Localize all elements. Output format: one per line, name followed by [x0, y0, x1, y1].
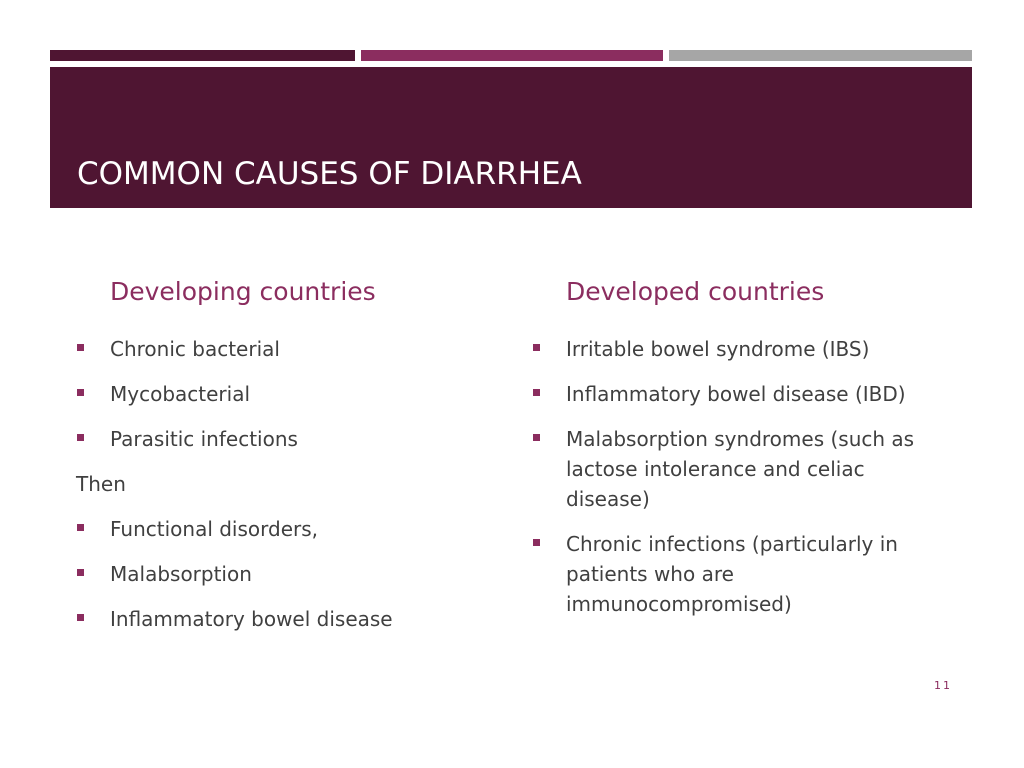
square-bullet-icon — [533, 434, 540, 441]
list-text-line — [76, 469, 486, 499]
list-item — [76, 424, 486, 454]
list-item-text: Chronic infections (particularly in patients who are immunocompromised) — [566, 532, 898, 616]
square-bullet-icon — [77, 569, 84, 576]
list-item — [76, 559, 486, 589]
square-bullet-icon — [77, 524, 84, 531]
list-item-text: Chronic bacterial — [110, 337, 280, 361]
square-bullet-icon — [533, 539, 540, 546]
list-item-text: Then — [76, 472, 126, 496]
square-bullet-icon — [77, 344, 84, 351]
list-item-text: Irritable bowel syndrome (IBS) — [566, 337, 870, 361]
right-column-heading: Developed countries — [566, 277, 825, 306]
list-item-text: Inflammatory bowel disease — [110, 607, 393, 631]
list-item — [76, 604, 486, 634]
decor-stripe-accent — [361, 50, 663, 61]
square-bullet-icon — [533, 389, 540, 396]
list-item-text: Mycobacterial — [110, 382, 251, 406]
list-item-text: Inflammatory bowel disease (IBD) — [566, 382, 906, 406]
list-item — [532, 334, 952, 364]
left-column-list — [76, 334, 486, 634]
page-number: 11 — [934, 679, 952, 692]
list-item — [76, 334, 486, 364]
list-item-text: Malabsorption — [110, 562, 252, 586]
list-item — [532, 424, 952, 514]
left-column-heading: Developing countries — [110, 277, 376, 306]
list-item — [76, 379, 486, 409]
title-bar — [50, 67, 972, 208]
list-item-text: Malabsorption syndromes (such as lactose intolerance and celiac disease) — [566, 427, 915, 511]
decor-stripe-grey — [669, 50, 972, 61]
right-column — [532, 274, 952, 634]
square-bullet-icon — [77, 434, 84, 441]
square-bullet-icon — [77, 389, 84, 396]
right-column-list — [532, 334, 952, 619]
list-item-text: Parasitic infections — [110, 427, 298, 451]
square-bullet-icon — [77, 614, 84, 621]
list-item — [76, 514, 486, 544]
slide-title: COMMON CAUSES OF DIARRHEA — [77, 156, 582, 192]
list-item — [532, 379, 952, 409]
decor-stripe-dark — [50, 50, 355, 61]
list-item — [532, 529, 952, 619]
left-column — [76, 274, 486, 649]
square-bullet-icon — [533, 344, 540, 351]
list-item-text: Functional disorders, — [110, 517, 319, 541]
